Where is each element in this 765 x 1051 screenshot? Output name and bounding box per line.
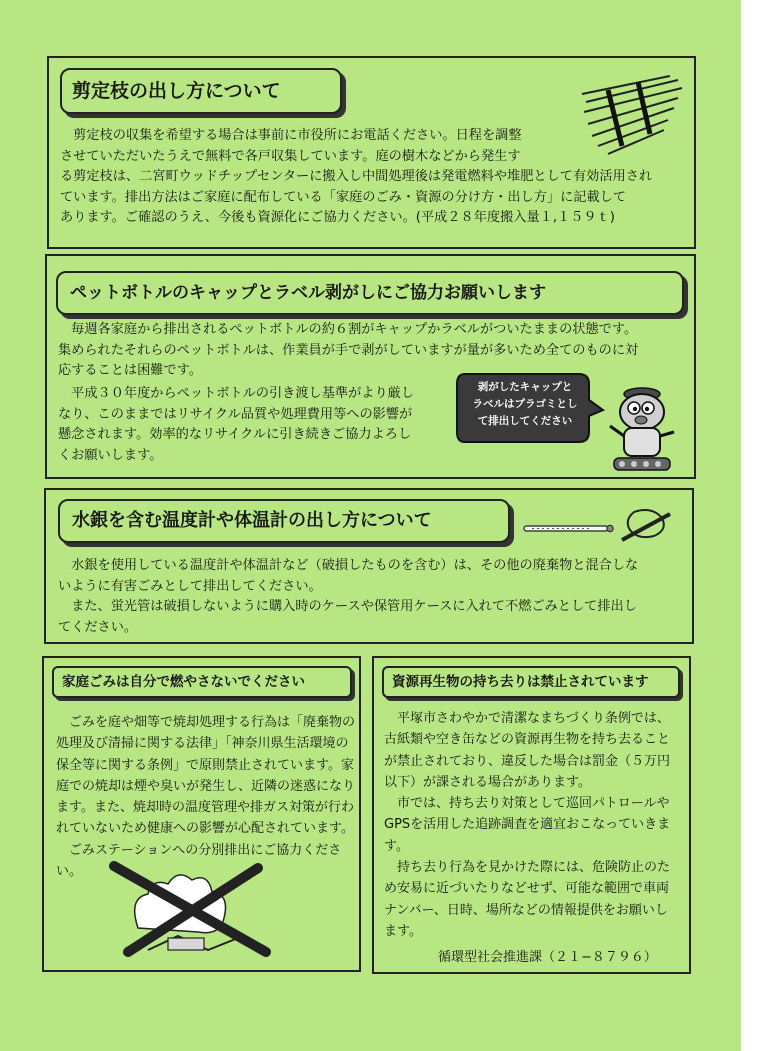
pet-bottle-section-body-top: 毎週各家庭から排出されるペットボトルの約６割がキャップかラベルがついたままの状態です。 集められたそれらのペットボトルは、作業員が手で剥がしていますが量が多いため全てのものに対 応することは困難です。: [58, 322, 639, 379]
thermometer-icon: [522, 504, 672, 544]
pet-bottle-section-title: ペットボトルのキャップとラベル剥がしにご協力お願いします: [56, 271, 684, 315]
pruning-section-body: 剪定枝の収集を希望する場合は事前に市役所にお電話ください。日程を調整 させていただいたうえで無料で各戸収集しています。庭の樹木などから発生す る剪定枝は、二宮町ウッドチップセンターに搬入し中間処理後は発電燃料や堆肥として有効活用され ています。排出方法はご家庭に配布している「家庭のごみ・資源の分け方・出し方」に記載して あります。ご確認のうえ、今後も資源化にご協力ください。(平成２８年度搬入量１,１５９ｔ): [60, 128, 653, 226]
mascot-character-icon: [604, 386, 680, 476]
pet-bottle-section-body-bottom: 平成３０年度からペットボトルの引き渡し基準がより厳し なり、このままではリサイクル品質や処理費用等への影響が 懸念されます。効率的なリサイクルに引き続きご協力よろし くお願いします。: [58, 386, 415, 463]
burning-section-body: ごみを庭や畑等で焼却処理する行為は「廃棄物の 処理及び清掃に関する法律」「神奈川県生活環境の 保全等に関する条例」で原則禁止されています。家 庭での焼却は煙や臭いが発生し、近隣の迷惑になり ます。また、焼却時の温度管理や排ガス対策が行わ れていないため健康への影響が心配されています。 ごみステーションへの分別排出にご協力くださ い。: [56, 715, 356, 880]
burning-section-title: 家庭ごみは自分で燃やさないでください: [52, 666, 352, 698]
mercury-section-body: 水銀を使用している温度計や体温計など（破損したものを含む）は、その他の廃棄物と混合しな いように有害ごみとして排出してください。 また、蛍光管は破損しないように購入時のケースや保管用ケースに入れて不燃ごみとして排出し てください。: [58, 558, 639, 635]
department-contact: 循環型社会推進課（２１−８７９６）: [438, 950, 657, 965]
mercury-section-title: 水銀を含む温度計や体温計の出し方について: [58, 499, 510, 543]
no-burning-icon: [108, 858, 278, 958]
speech-bubble-text: 剥がしたキャップと ラベルはプラゴミとし て排出してください: [472, 381, 578, 427]
pruning-section-title: 剪定枝の出し方について: [60, 68, 342, 114]
collection-section-body: 平塚市さわやかで清潔なまちづくり条例では、 古紙類や空き缶などの資源再生物を持ち去ること が禁止されており、違反した場合は罰金（５万円 以下）が課される場合があります。 市では、持ち去り対策として巡回パトロールや GPSを活用した追跡調査を適宜おこなっていきま す。 持ち去り行為を見かけた際には、危険防止のた め安易に近づいたりなどせず、可能な範囲で車両 ナンバー、日時、場所などの情報提供をお願いし ます。: [384, 711, 671, 939]
collection-section-title: 資源再生物の持ち去りは禁止されています: [382, 666, 680, 698]
